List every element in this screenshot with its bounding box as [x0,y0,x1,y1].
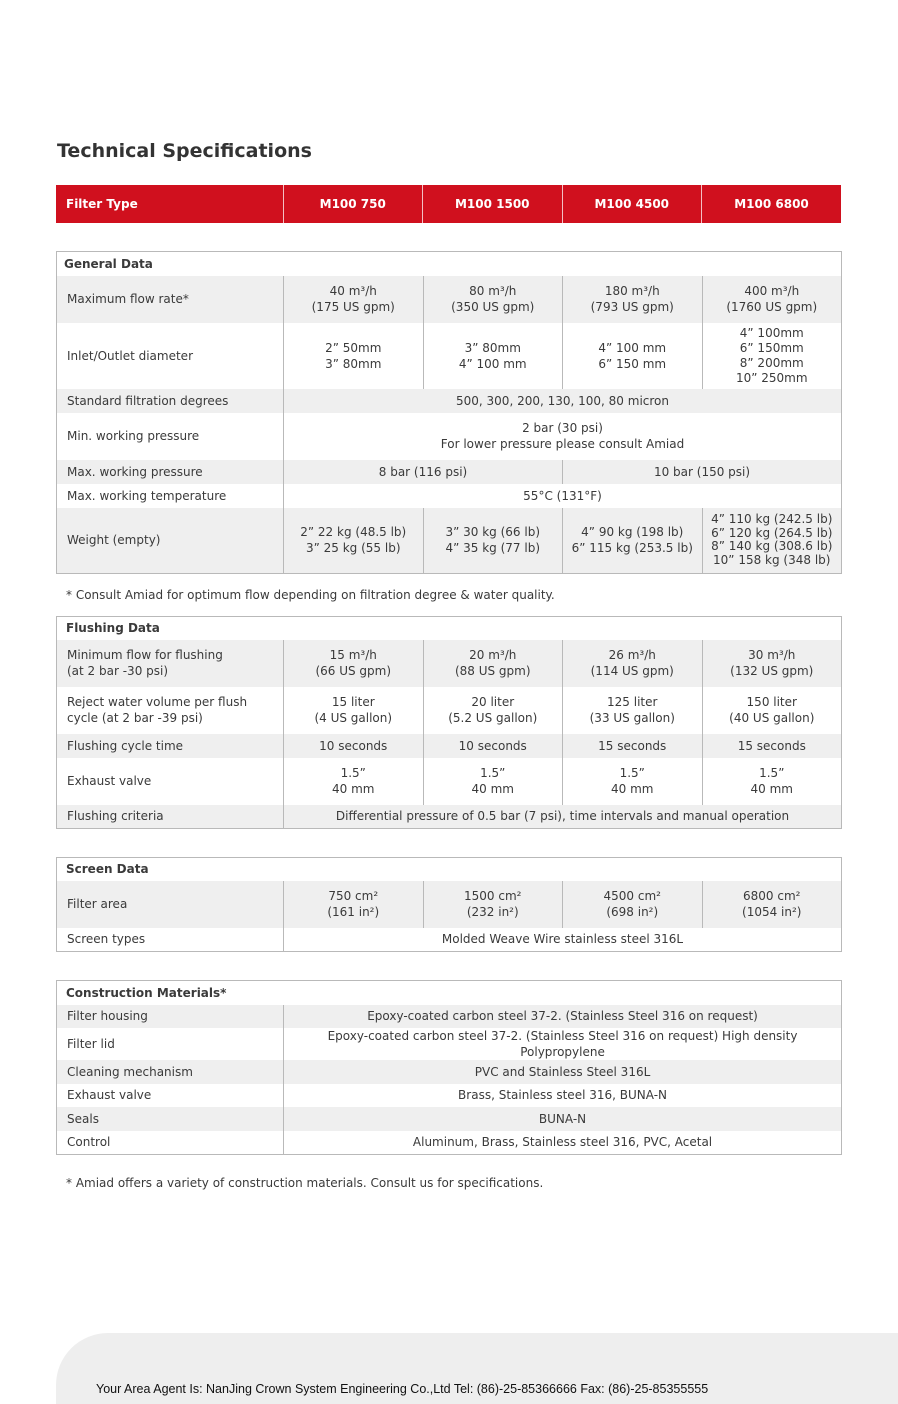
table-row [57,805,842,829]
table-cell: 15 liter (4 US gallon) [284,687,424,734]
table-cell: 80 m³/h (350 US gpm) [423,276,563,323]
table-cell: 180 m³/h (793 US gpm) [563,276,703,323]
model-header: M100 6800 [702,185,842,223]
row-label: Maximum flow rate* [57,276,284,323]
table-row [57,1131,842,1155]
table-cell: 2” 50mm 3” 80mm [284,323,424,389]
page-title: Technical Specifications [57,140,312,162]
table-row [57,1005,842,1029]
flow-footnote: * Consult Amiad for optimum flow depending on filtration degree & water quality. [66,588,555,602]
row-label: Seals [57,1107,284,1131]
table-cell: Brass, Stainless steel 316, BUNA-N [284,1084,842,1108]
table-row [57,460,842,484]
table-cell: 4” 110 kg (242.5 lb) 6” 120 kg (264.5 lb) 8” 140 kg (308.6 lb) 10” 158 kg (348 lb) [702,508,842,574]
row-label: Exhaust valve [67,1088,152,1103]
table-cell: 20 m³/h (88 US gpm) [423,640,563,687]
table-cell: 15 seconds [702,734,842,758]
table-cell: 1500 cm² (232 in²) [423,881,563,928]
table-cell: PVC and Stainless Steel 316L [284,1060,842,1084]
table-cell: Differential pressure of 0.5 bar (7 psi), time intervals and manual operation [284,805,842,829]
table-cell: 4” 100 mm 6” 150 mm [563,323,703,389]
row-label: Reject water volume per flush cycle (at 2 bar -39 psi) [67,695,248,725]
table-cell: Molded Weave Wire stainless steel 316L [284,928,842,952]
agent-footer: Your Area Agent Is: NanJing Crown System Engineering Co.,Ltd Tel: (86)-25-85366666 Fax: (86)-25-85355555 [96,1382,709,1396]
table-cell: 10 bar (150 psi) [563,460,842,484]
row-label: Filter area [57,881,284,928]
row-label: Filter lid [67,1037,115,1051]
table-cell: BUNA-N [284,1107,842,1131]
filter-type-label: Filter Type [66,197,138,211]
table-cell: 4500 cm² (698 in²) [563,881,703,928]
table-cell: 150 liter (40 US gallon) [702,687,842,734]
row-label: Flushing criteria [57,805,284,829]
row-label: Cleaning mechanism [57,1060,284,1084]
section-heading: General Data [57,252,842,276]
table-cell: 1.5” 40 mm [702,758,842,805]
table-row [57,928,842,952]
table-cell: Epoxy-coated carbon steel 37-2. (Stainless Steel 316 on request) [284,1005,842,1029]
general-data-table [56,251,842,574]
table-row [57,508,842,574]
model-header: M100 750 [283,185,423,223]
table-row [57,687,842,734]
table-cell: 30 m³/h (132 US gpm) [702,640,842,687]
table-cell: 10 seconds [423,734,563,758]
table-row [57,1084,842,1108]
row-label: Flushing cycle time [57,734,284,758]
table-cell: 3” 80mm 4” 100 mm [423,323,563,389]
flushing-data-table [56,616,842,829]
table-row [57,758,842,805]
table-cell: 4” 90 kg (198 lb) 6” 115 kg (253.5 lb) [563,508,703,574]
row-label: Max. working temperature [67,488,227,503]
row-label: Control [67,1135,111,1149]
table-row [57,1028,842,1060]
row-label: Standard filtration degrees [57,389,284,413]
section-heading: Construction Materials* [57,981,842,1005]
row-label: Max. working pressure [57,460,284,484]
construction-materials-table [56,980,842,1155]
section-heading: Screen Data [57,858,842,881]
row-label: Weight (empty) [57,508,284,574]
row-label: Inlet/Outlet diameter [67,348,193,363]
table-cell: 1.5” 40 mm [423,758,563,805]
table-cell: 400 m³/h (1760 US gpm) [702,276,842,323]
model-header: M100 1500 [423,185,563,223]
table-row [57,323,842,389]
table-cell: 2 bar (30 psi) For lower pressure please consult Amiad [284,413,842,460]
table-cell: 15 m³/h (66 US gpm) [284,640,424,687]
table-row [57,276,842,323]
table-cell: 500, 300, 200, 130, 100, 80 micron [284,389,842,413]
materials-footnote: * Amiad offers a variety of construction materials. Consult us for specifications. [66,1176,544,1190]
table-row [57,881,842,928]
table-cell: 26 m³/h (114 US gpm) [563,640,703,687]
table-cell: 8 bar (116 psi) [284,460,563,484]
table-cell: 1.5” 40 mm [563,758,703,805]
table-cell: Epoxy-coated carbon steel 37-2. (Stainless Steel 316 on request) High density Polypropylene [284,1028,842,1060]
row-label: Min. working pressure [67,429,200,443]
filter-type-header [56,185,841,223]
table-row [57,484,842,508]
table-row [57,640,842,687]
table-cell: 125 liter (33 US gallon) [563,687,703,734]
table-cell: 750 cm² (161 in²) [284,881,424,928]
table-cell: 3” 30 kg (66 lb) 4” 35 kg (77 lb) [423,508,563,574]
section-heading: Flushing Data [57,617,842,640]
table-cell: Aluminum, Brass, Stainless steel 316, PVC, Acetal [284,1131,842,1155]
table-cell: 4” 100mm 6” 150mm 8” 200mm 10” 250mm [702,323,842,389]
row-label: Minimum flow for flushing (at 2 bar -30 psi) [57,640,284,687]
screen-data-table [56,857,842,952]
table-row [57,389,842,413]
table-row [57,413,842,460]
table-row [57,1107,842,1131]
table-cell: 2” 22 kg (48.5 lb) 3” 25 kg (55 lb) [284,508,424,574]
table-cell: 6800 cm² (1054 in²) [702,881,842,928]
table-cell: 1.5” 40 mm [284,758,424,805]
table-cell: 55°C (131°F) [284,484,842,508]
table-row [57,734,842,758]
row-label: Filter housing [57,1005,284,1029]
table-row [57,1060,842,1084]
table-cell: 10 seconds [284,734,424,758]
row-label: Exhaust valve [67,774,152,788]
table-cell: 20 liter (5.2 US gallon) [423,687,563,734]
table-cell: 15 seconds [563,734,703,758]
model-header: M100 4500 [562,185,702,223]
table-cell: 40 m³/h (175 US gpm) [284,276,424,323]
row-label: Screen types [67,932,146,947]
